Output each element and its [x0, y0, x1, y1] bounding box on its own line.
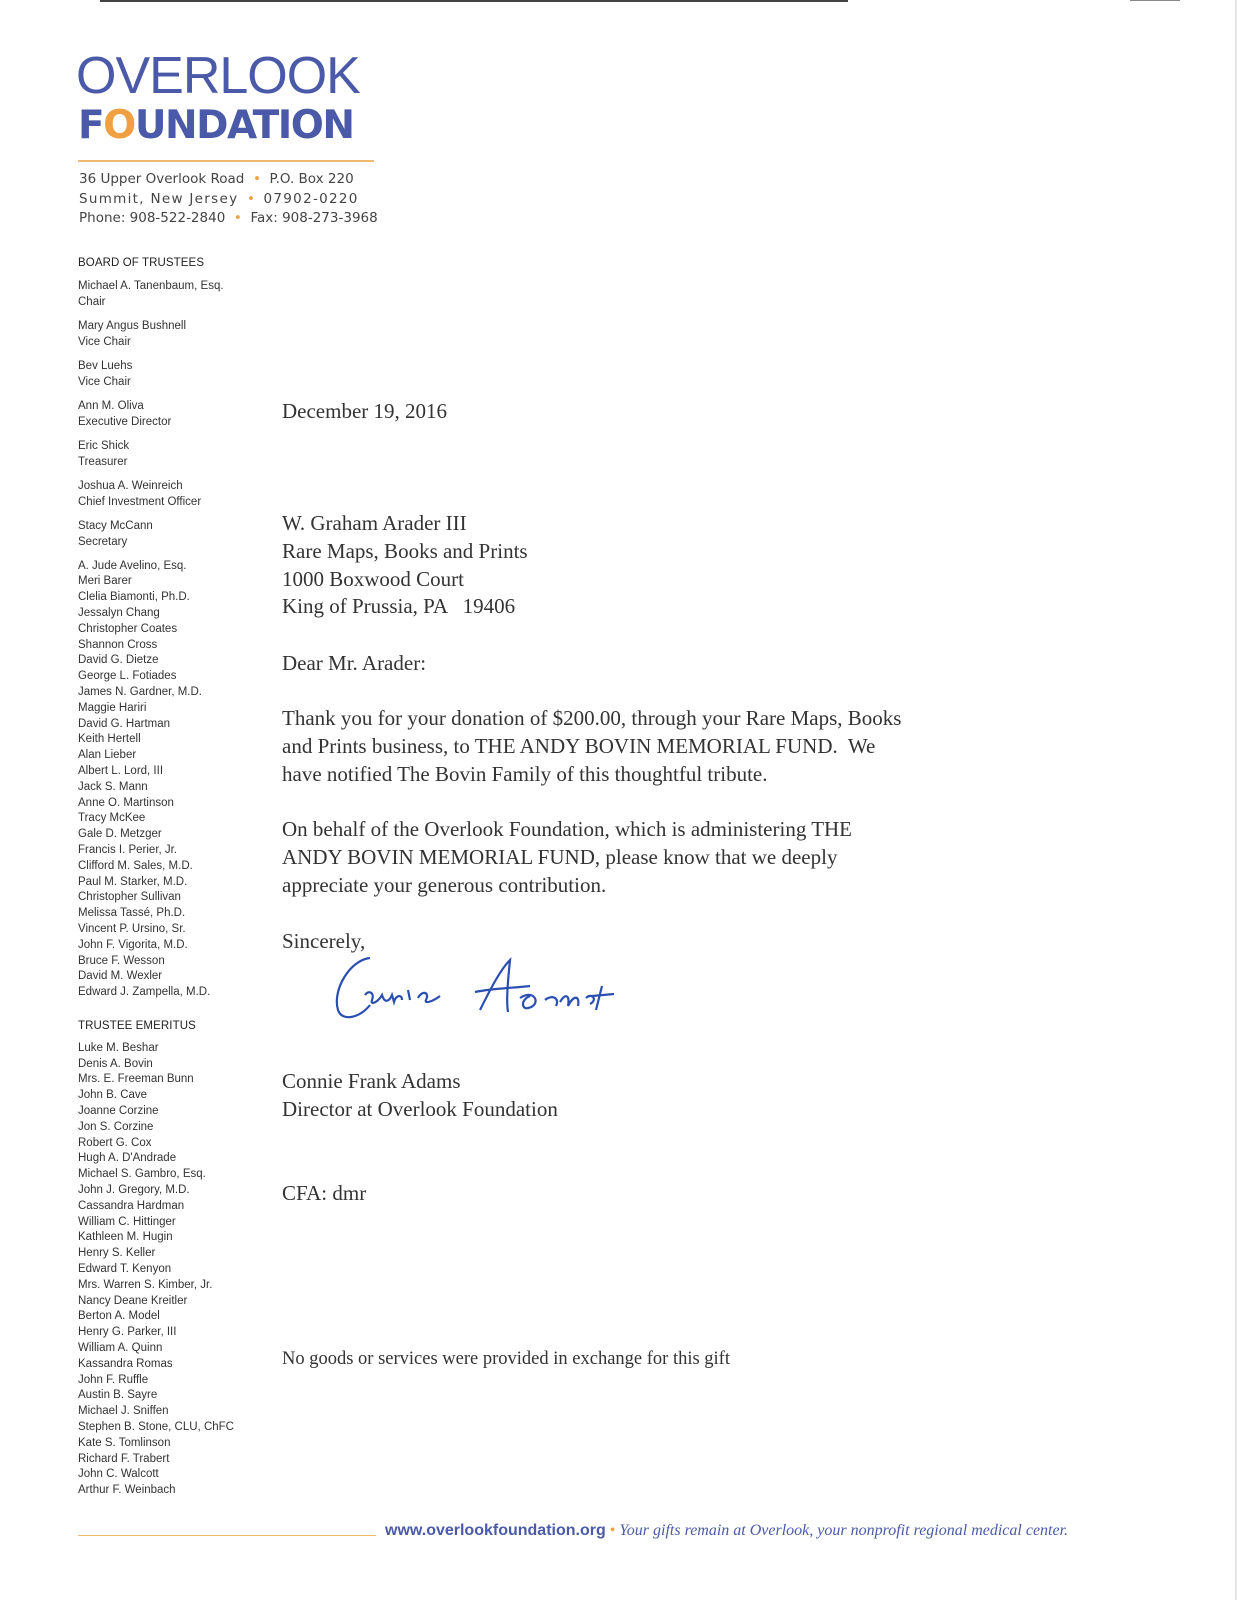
trustee-name: David G. Dietze	[78, 654, 159, 667]
officer-name: Michael A. Tanenbaum, Esq.	[78, 279, 224, 292]
emeritus-heading: TRUSTEE EMERITUS	[78, 1020, 196, 1032]
trustee-name: Clelia Biamonti, Ph.D.	[78, 591, 190, 604]
officer-role: Executive Director	[78, 415, 172, 428]
paragraph-line: have notified The Bovin Family of this thoughtful tribute.	[282, 761, 768, 786]
trustee-name: Alan Lieber	[78, 749, 137, 762]
officer-role: Treasurer	[78, 455, 128, 468]
board-of-trustees	[78, 256, 224, 1001]
emeritus-name: Henry G. Parker, III	[78, 1326, 177, 1339]
footer-divider	[78, 1535, 376, 1536]
emeritus-name: Kassandra Romas	[78, 1357, 173, 1370]
emeritus-name: Richard F. Trabert	[78, 1452, 170, 1465]
scan-edge-line	[100, 0, 848, 2]
signature	[330, 950, 630, 1030]
emeritus-name: William A. Quinn	[78, 1341, 163, 1354]
trustee-name: David G. Hartman	[78, 717, 171, 730]
reference-initials: CFA: dmr	[282, 1181, 367, 1205]
trustee-name: Anne O. Martinson	[78, 796, 174, 809]
emeritus-name: Mrs. E. Freeman Bunn	[78, 1073, 194, 1086]
trustee-name: Francis I. Perier, Jr.	[78, 844, 178, 857]
paragraph-line: ANDY BOVIN MEMORIAL FUND, please know that we deeply	[282, 844, 838, 869]
trustee-name: Tracy McKee	[78, 812, 146, 825]
officer-role: Chief Investment Officer	[78, 495, 202, 508]
letterhead-address: 36 Upper Overlook Road • P.O. Box 220 Summit, New Jersey • 07902-0220 Phone: 908-522-2840 • Fax: 908-273-3968	[79, 171, 378, 226]
trustee-name: Paul M. Starker, M.D.	[78, 875, 188, 888]
emeritus-name: Michael J. Sniffen	[78, 1405, 169, 1418]
closing: Sincerely,	[282, 929, 366, 953]
trustee-name: David M. Wexler	[78, 970, 163, 983]
board-heading: BOARD OF TRUSTEES	[78, 257, 205, 269]
logo-orange-o: O	[103, 103, 135, 148]
logo-overlook: OVERLOOK	[76, 47, 360, 105]
officer-entry	[78, 439, 224, 471]
trustee-name: Jessalyn Chang	[78, 607, 160, 620]
trustee-name: Shannon Cross	[78, 638, 158, 651]
paragraph-line: Thank you for your donation of $200.00, through your Rare Maps, Books	[282, 706, 902, 730]
logo-foundation: FOUNDATION	[78, 103, 354, 148]
signer-title: Director at Overlook Foundation	[282, 1097, 558, 1121]
officer-entry	[78, 519, 224, 551]
emeritus-name: Jon S. Corzine	[78, 1120, 154, 1133]
officer-name: Mary Angus Bushnell	[78, 319, 187, 332]
officer-name: Stacy McCann	[78, 519, 153, 532]
signer-name: Connie Frank Adams	[282, 1069, 461, 1093]
emeritus-name: Edward T. Kenyon	[78, 1262, 172, 1275]
trustee-name: Christopher Sullivan	[78, 891, 181, 904]
trustee-name: Maggie Hariri	[78, 701, 147, 714]
trustee-name: Clifford M. Sales, M.D.	[78, 859, 193, 872]
emeritus-name: Michael S. Gambro, Esq.	[78, 1168, 206, 1181]
trustee-name: Melissa Tassé, Ph.D.	[78, 907, 186, 920]
footer-tagline: Your gifts remain at Overlook, your nonprofit regional medical center.	[619, 1522, 1069, 1539]
officer-role: Vice Chair	[78, 335, 131, 348]
trustee-name: Christopher Coates	[78, 622, 178, 635]
emeritus-name: Kate S. Tomlinson	[78, 1436, 171, 1449]
officer-entry	[78, 399, 224, 431]
paragraph-1	[282, 705, 901, 788]
emeritus-name: Denis A. Bovin	[78, 1057, 153, 1070]
officer-name: Eric Shick	[78, 439, 130, 452]
emeritus-name: Luke M. Beshar	[78, 1041, 159, 1054]
emeritus-name: John J. Gregory, M.D.	[78, 1183, 190, 1196]
trustee-name: Keith Hertell	[78, 733, 141, 746]
recipient-line: Rare Maps, Books and Prints	[282, 538, 528, 563]
emeritus-name: Robert G. Cox	[78, 1136, 152, 1149]
trustee-name: Edward J. Zampella, M.D.	[78, 986, 211, 999]
trustee-name: Vincent P. Ursino, Sr.	[78, 923, 186, 936]
emeritus-name: Mrs. Warren S. Kimber, Jr.	[78, 1278, 213, 1291]
emeritus-name: Berton A. Model	[78, 1310, 160, 1323]
paragraph-line: On behalf of the Overlook Foundation, which is administering THE	[282, 817, 853, 841]
officer-role: Secretary	[78, 535, 128, 548]
emeritus-name: Kathleen M. Hugin	[78, 1231, 173, 1244]
officer-entry	[78, 279, 224, 311]
recipient-line: King of Prussia, PA 19406	[282, 594, 516, 619]
footer: www.overlookfoundation.org • Your gifts remain at Overlook, your nonprofit regional medical center.	[385, 1522, 1069, 1539]
trustee-name: Albert L. Lord, III	[78, 765, 164, 778]
trustee-name: John F. Vigorita, M.D.	[78, 938, 188, 951]
emeritus-name: Austin B. Sayre	[78, 1389, 158, 1402]
emeritus-name: Joanne Corzine	[78, 1104, 159, 1117]
officer-role: Chair	[78, 295, 106, 308]
emeritus-name: Henry S. Keller	[78, 1247, 156, 1260]
officer-name: Joshua A. Weinreich	[78, 479, 183, 492]
paragraph-line: and Prints business, to THE ANDY BOVIN MEMORIAL FUND. We	[282, 733, 876, 758]
emeritus-name: Nancy Deane Kreitler	[78, 1294, 188, 1307]
trustee-name: James N. Gardner, M.D.	[78, 686, 202, 699]
trustee-name: Meri Barer	[78, 575, 132, 588]
disclaimer: No goods or services were provided in exchange for this gift	[282, 1349, 730, 1369]
scan-edge-line	[1130, 0, 1180, 1]
emeritus-name: Hugh A. D'Andrade	[78, 1152, 177, 1165]
paragraph-line: appreciate your generous contribution.	[282, 872, 607, 897]
trustee-emeritus	[78, 1019, 234, 1499]
emeritus-name: Arthur F. Weinbach	[78, 1484, 176, 1497]
officer-name: Bev Luehs	[78, 359, 133, 372]
recipient-address	[282, 510, 528, 621]
officer-entry	[78, 359, 224, 391]
salutation: Dear Mr. Arader:	[282, 651, 427, 675]
emeritus-name: John F. Ruffle	[78, 1373, 149, 1386]
trustee-name: Bruce F. Wesson	[78, 954, 165, 967]
emeritus-name: John C. Walcott	[78, 1468, 159, 1481]
letter-date: December 19, 2016	[282, 399, 448, 423]
trustee-name: Jack S. Mann	[78, 780, 148, 793]
trustee-name: George L. Fotiades	[78, 670, 177, 683]
letterhead-divider	[78, 160, 374, 162]
emeritus-name: Stephen B. Stone, CLU, ChFC	[78, 1420, 234, 1433]
emeritus-name: William C. Hittinger	[78, 1215, 176, 1228]
recipient-line: W. Graham Arader III	[282, 511, 467, 535]
emeritus-name: Cassandra Hardman	[78, 1199, 185, 1212]
emeritus-name: John B. Cave	[78, 1089, 148, 1102]
trustee-name: Gale D. Metzger	[78, 828, 162, 841]
trustee-name: A. Jude Avelino, Esq.	[78, 559, 187, 572]
paragraph-2	[282, 816, 852, 899]
officer-role: Vice Chair	[78, 375, 131, 388]
recipient-line: 1000 Boxwood Court	[282, 566, 465, 591]
officer-name: Ann M. Oliva	[78, 399, 144, 412]
officer-entry	[78, 479, 224, 511]
footer-url[interactable]: www.overlookfoundation.org	[385, 1522, 606, 1539]
officer-entry	[78, 319, 224, 351]
